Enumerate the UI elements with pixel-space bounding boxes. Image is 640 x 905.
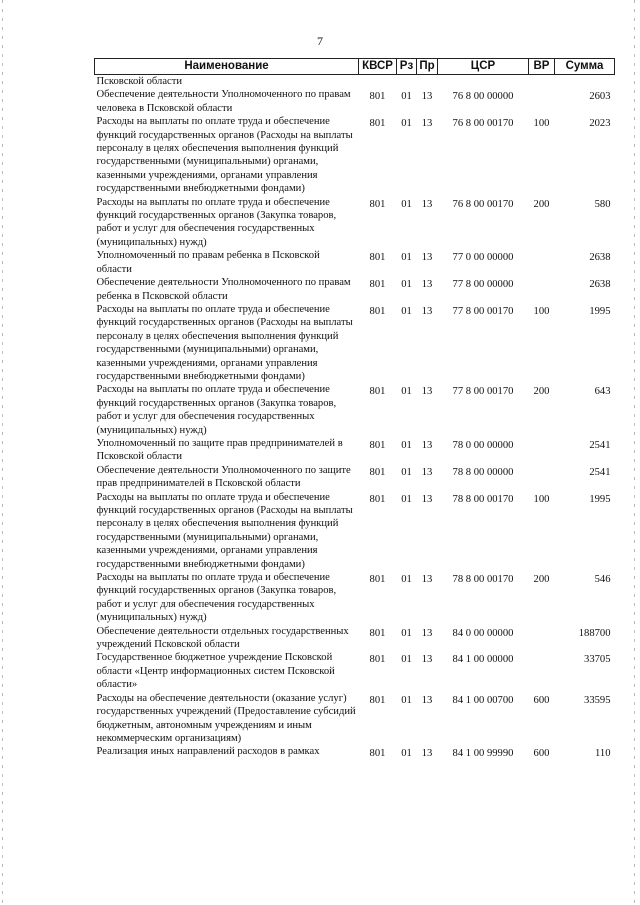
row-name: Расходы на выплаты по оплате труда и обеспечение функций государственных органов (Закупка товаров, работ и услуг для обеспечения государственных (муниципальных) нужд) [96, 572, 337, 624]
row-sum: 110 [595, 748, 611, 760]
row-rz: 01 [401, 466, 412, 478]
row-rz: 01 [401, 91, 412, 103]
table-body [95, 75, 615, 761]
row-csr: 78 8 00 00170 [452, 493, 514, 505]
row-name: Реализация иных направлений расходов в рамках [96, 746, 320, 758]
row-kvsr: 801 [369, 91, 386, 103]
row-pr: 13 [421, 439, 433, 451]
row-rz: 01 [401, 198, 412, 210]
row-csr [438, 75, 529, 89]
row-pr: 13 [421, 627, 433, 639]
row-kvsr: 801 [369, 386, 386, 398]
row-pr: 13 [421, 252, 433, 264]
row-sum [555, 75, 615, 89]
row-csr: 77 0 00 00000 [452, 252, 514, 264]
table-row [95, 651, 615, 691]
row-vr: 200 [533, 386, 550, 398]
row-sum: 2603 [589, 91, 611, 103]
table-row [95, 196, 615, 250]
row-name: Расходы на обеспечение деятельности (оказание услуг) государственных учреждений (Предоставление субсидий бюджетным, автономным учреждениям и иным некоммерческим организациям) [96, 692, 356, 744]
row-kvsr: 801 [369, 627, 386, 639]
row-vr [529, 276, 555, 303]
row-kvsr: 801 [369, 493, 386, 505]
row-pr: 13 [421, 91, 433, 103]
table-row [95, 249, 615, 276]
row-csr: 76 8 00 00000 [452, 91, 514, 103]
row-rz: 01 [401, 386, 412, 398]
table-row [95, 75, 615, 89]
row-pr: 13 [421, 694, 433, 706]
header-csr: ЦСР [438, 59, 529, 75]
row-rz: 01 [401, 279, 412, 291]
row-kvsr: 801 [369, 439, 386, 451]
row-csr: 76 8 00 00170 [452, 198, 514, 210]
row-pr: 13 [421, 748, 433, 760]
row-csr: 77 8 00 00170 [452, 305, 514, 317]
row-name: Обеспечение деятельности отдельных государственных учреждений Псковской области [96, 625, 349, 651]
table-row [95, 276, 615, 303]
row-rz: 01 [401, 305, 412, 317]
table-row [95, 88, 615, 115]
table-row [95, 692, 615, 746]
header-rz: Рз [397, 59, 417, 75]
scan-edge-right [634, 0, 635, 905]
page-number: 7 [317, 34, 323, 48]
row-sum: 2023 [589, 118, 611, 130]
row-name: Расходы на выплаты по оплате труда и обеспечение функций государственных органов (Расходы на выплаты персоналу в целях обеспечения выполнения функций государственными (муниципальными) органами, казенными учреждениями, органами управления государственными внебюджетными фондами) [96, 303, 353, 382]
row-sum: 188700 [578, 627, 611, 639]
row-rz: 01 [401, 493, 412, 505]
row-sum: 2541 [589, 439, 611, 451]
row-sum: 33705 [584, 654, 611, 666]
row-pr: 13 [421, 654, 433, 666]
row-vr: 600 [533, 694, 550, 706]
header-sum: Сумма [555, 59, 615, 75]
row-name: Обеспечение деятельности Уполномоченного по правам человека в Псковской области [96, 89, 351, 114]
table-row [95, 115, 615, 195]
row-pr: 13 [421, 466, 433, 478]
row-csr: 84 0 00 00000 [452, 627, 514, 639]
row-kvsr: 801 [369, 466, 386, 478]
row-sum: 2638 [589, 252, 611, 264]
row-name: Расходы на выплаты по оплате труда и обеспечение функций государственных органов (Расходы на выплаты персоналу в целях обеспечения выполнения функций государственными (муниципальными) органами, казенными учреждениями, органами управления государственными внебюджетными фондами) [96, 491, 353, 570]
row-rz [397, 75, 417, 89]
row-pr: 13 [421, 493, 433, 505]
header-name: Наименование [95, 59, 359, 75]
row-rz: 01 [401, 748, 412, 760]
row-kvsr: 801 [369, 748, 386, 760]
row-vr [529, 75, 555, 89]
row-csr: 78 8 00 00000 [452, 466, 514, 478]
row-pr: 13 [421, 279, 433, 291]
table-row [95, 571, 615, 625]
row-rz: 01 [401, 627, 412, 639]
row-csr: 84 1 00 00000 [452, 654, 514, 666]
row-rz: 01 [401, 654, 412, 666]
row-sum: 580 [594, 198, 611, 210]
row-sum: 2541 [589, 466, 611, 478]
row-kvsr: 801 [369, 654, 386, 666]
table-header-row [95, 59, 615, 75]
row-kvsr: 801 [369, 574, 386, 586]
table-row [95, 625, 615, 652]
table-row [95, 745, 615, 760]
row-rz: 01 [401, 118, 412, 130]
header-vr: ВР [529, 59, 555, 75]
row-name: Расходы на выплаты по оплате труда и обеспечение функций государственных органов (Закупка товаров, работ и услуг для обеспечения государственных (муниципальных) нужд) [96, 384, 337, 436]
row-kvsr: 801 [369, 198, 386, 210]
row-vr: 100 [533, 118, 550, 130]
row-kvsr: 801 [369, 279, 386, 291]
row-pr: 13 [421, 118, 433, 130]
row-csr: 84 1 00 99990 [452, 748, 514, 760]
row-csr: 78 8 00 00170 [452, 574, 514, 586]
row-vr: 200 [533, 198, 550, 210]
row-name: Обеспечение деятельности Уполномоченного по защите прав предпринимателей в Псковской области [96, 464, 351, 490]
budget-table [94, 58, 615, 761]
row-csr: 78 0 00 00000 [452, 439, 514, 451]
row-sum: 33595 [584, 694, 611, 706]
row-name: Уполномоченный по правам ребенка в Псковской области [96, 250, 320, 275]
table-row [95, 437, 615, 464]
row-vr: 600 [533, 748, 550, 760]
row-rz: 01 [401, 694, 412, 706]
row-pr: 13 [421, 574, 433, 586]
row-name: Государственное бюджетное учреждение Псковской области «Центр информационных систем Псковской области» [96, 652, 335, 691]
row-sum: 1995 [589, 493, 611, 505]
row-sum: 546 [594, 574, 611, 586]
table-row [95, 464, 615, 491]
row-pr [417, 75, 438, 89]
row-csr: 77 8 00 00170 [452, 386, 514, 398]
row-kvsr: 801 [369, 305, 386, 317]
table-row [95, 383, 615, 437]
row-kvsr: 801 [369, 118, 386, 130]
row-name: Уполномоченный по защите прав предпринимателей в Псковской области [96, 437, 343, 463]
table-row [95, 491, 615, 571]
row-pr: 13 [421, 198, 433, 210]
row-vr [529, 651, 555, 691]
row-kvsr: 801 [369, 694, 386, 706]
row-vr [529, 437, 555, 464]
row-csr: 76 8 00 00170 [452, 118, 514, 130]
row-sum: 1995 [589, 305, 611, 317]
row-name: Обеспечение деятельности Уполномоченного по правам ребенка в Псковской области [96, 277, 351, 302]
row-vr [529, 464, 555, 491]
row-rz: 01 [401, 252, 412, 264]
row-pr: 13 [421, 305, 433, 317]
row-kvsr: 801 [369, 252, 386, 264]
row-name: Псковской области [96, 76, 183, 87]
row-vr [529, 625, 555, 652]
row-kvsr [359, 75, 397, 89]
header-pr: Пр [417, 59, 438, 75]
row-rz: 01 [401, 574, 412, 586]
row-vr: 200 [533, 574, 550, 586]
row-pr: 13 [421, 386, 433, 398]
row-name: Расходы на выплаты по оплате труда и обеспечение функций государственных органов (Расходы на выплаты персоналу в целях обеспечения выполнения функций государственными (муниципальными) органами, казенными учреждениями, органами управления государственными внебюджетными фондами) [96, 116, 353, 195]
row-vr [529, 249, 555, 276]
row-rz: 01 [401, 439, 412, 451]
row-csr: 77 8 00 00000 [452, 279, 514, 291]
row-sum: 643 [594, 386, 611, 398]
row-vr [529, 88, 555, 115]
row-name: Расходы на выплаты по оплате труда и обеспечение функций государственных органов (Закупка товаров, работ и услуг для обеспечения государственных (муниципальных) нужд) [96, 196, 337, 248]
scan-edge-left [2, 0, 3, 905]
row-vr: 100 [533, 493, 550, 505]
table-row [95, 303, 615, 383]
row-sum: 2638 [589, 279, 611, 291]
row-csr: 84 1 00 00700 [452, 694, 514, 706]
header-kvsr: КВСР [359, 59, 397, 75]
row-vr: 100 [533, 305, 550, 317]
